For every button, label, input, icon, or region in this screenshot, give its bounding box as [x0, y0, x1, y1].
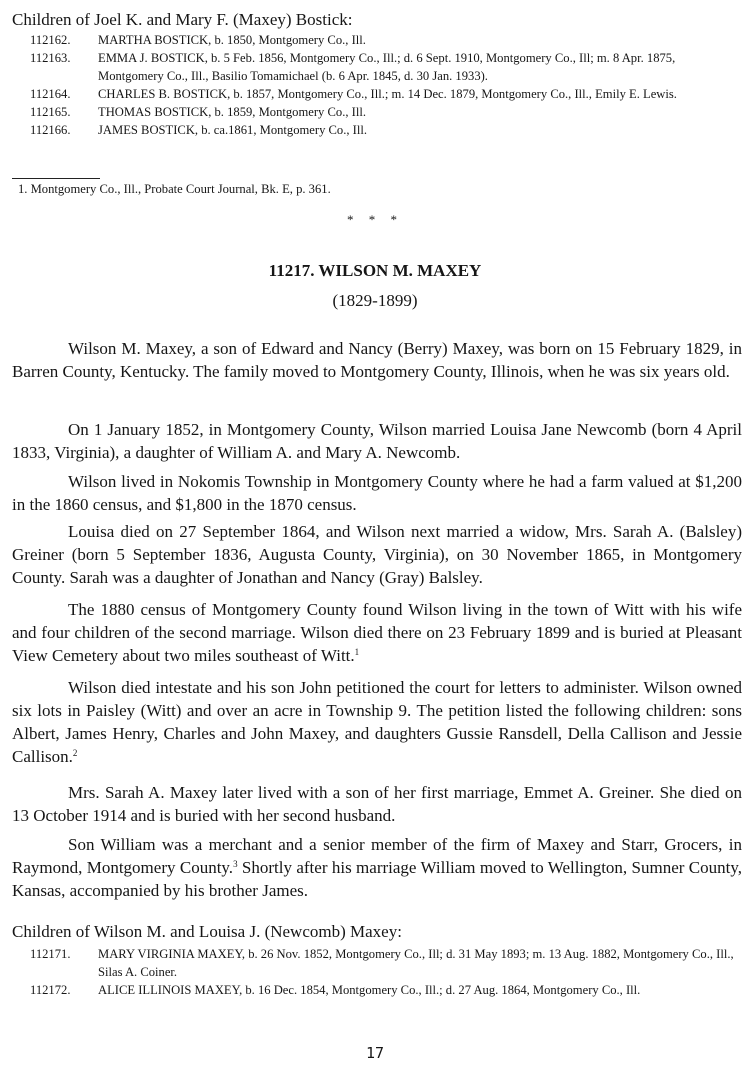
child-entry: JAMES BOSTICK, b. ca.1861, Montgomery Co., Ill. [98, 123, 368, 137]
paragraph [12, 598, 742, 667]
footnote-ref: 1 [354, 647, 360, 657]
paragraph [12, 418, 742, 464]
paragraph-text: Wilson lived in Nokomis Township in Montgomery County where he had a farm valued at $1,200 in the 1860 census, and $1,800 in the 1870 census. [12, 472, 742, 514]
footnote-ref: 2 [72, 748, 78, 758]
paragraph-text: Son William was a merchant and a senior member of the firm of Maxey and Starr, Grocers, in Raymond, Montgomery County. [12, 835, 742, 877]
child-number: 112172. [30, 983, 71, 997]
paragraph-text: Louisa died on 27 September 1864, and Wilson next married a widow, Mrs. Sarah A. (Balsley) Greiner (born 5 September 1836, Augusta County, Virginia), on 30 November 1865, in Montgomery County. Sarah was a daughter of Jonathan and Nancy (Gray) Balsley. [12, 522, 742, 587]
list-item [12, 49, 742, 85]
list-item [12, 945, 742, 981]
paragraph [12, 833, 742, 902]
list-item [12, 121, 742, 139]
children-intro-bostick: Children of Joel K. and Mary F. (Maxey) Bostick: [12, 10, 353, 29]
paragraph [12, 781, 742, 827]
child-entry: EMMA J. BOSTICK, b. 5 Feb. 1856, Montgomery Co., Ill.; d. 6 Sept. 1910, Montgomery Co., Ill; m. 8 Apr. 1875, Montgomery Co., Ill., Basilio Tomamichael (b. 6 Apr. 1845, d. 30 Jan. 1933). [98, 51, 676, 83]
child-entry: ALICE ILLINOIS MAXEY, b. 16 Dec. 1854, Montgomery Co., Ill.; d. 27 Aug. 1864, Montgomery Co., Ill. [98, 983, 641, 997]
paragraph-text: The 1880 census of Montgomery County found Wilson living in the town of Witt with his wife and four children of the second marriage. Wilson died there on 23 February 1899 and is buried at Pleasant View Cemetery about two miles southeast of Witt. [12, 600, 742, 665]
paragraph-text: On 1 January 1852, in Montgomery County, Wilson married Louisa Jane Newcomb (born 4 April 1833, Virginia), a daughter of William A. and Mary A. Newcomb. [12, 420, 742, 462]
section-dates: (1829-1899) [332, 291, 418, 310]
child-number: 112171. [30, 947, 71, 961]
paragraph [12, 676, 742, 768]
child-number: 112165. [30, 105, 71, 119]
footnote-ref: 3 [233, 859, 238, 869]
child-entry: THOMAS BOSTICK, b. 1859, Montgomery Co., Ill. [98, 105, 366, 119]
child-entry: MARTHA BOSTICK, b. 1850, Montgomery Co., Ill. [98, 33, 366, 47]
section-heading: 11217. WILSON M. MAXEY [268, 261, 482, 280]
paragraph-text: Shortly after his marriage William moved to Wellington, Sumner County, Kansas, accompanied by his brother James. [12, 858, 742, 900]
children-list-maxey [12, 945, 742, 999]
paragraph-text: Wilson M. Maxey, a son of Edward and Nancy (Berry) Maxey, was born on 15 February 1829, in Barren County, Kentucky. The family moved to Montgomery County, Illinois, when he was six years old. [12, 339, 742, 381]
paragraph [12, 337, 742, 383]
footnote: 1. Montgomery Co., Ill., Probate Court Journal, Bk. E, p. 361. [18, 182, 331, 196]
list-item [12, 31, 742, 49]
footnote-rule [12, 178, 100, 179]
children-intro-maxey: Children of Wilson M. and Louisa J. (Newcomb) Maxey: [12, 922, 402, 941]
child-number: 112166. [30, 123, 71, 137]
paragraph [12, 520, 742, 589]
paragraph-text: Wilson died intestate and his son John petitioned the court for letters to administer. Wilson owned six lots in Paisley (Witt) and over an acre in Township 9. The petition listed the following children: sons Albert, James Henry, Charles and John Maxey, and daughters Gussie Ransdell, Della Callison and Jessie Callison. [12, 678, 742, 766]
paragraph-text: Mrs. Sarah A. Maxey later lived with a son of her first marriage, Emmet A. Greiner. She died on 13 October 1914 and is buried with her second husband. [12, 783, 742, 825]
section-separator: * * * [347, 212, 403, 227]
children-list-bostick [12, 31, 742, 139]
list-item [12, 103, 742, 121]
child-number: 112163. [30, 51, 71, 65]
page-number: 17 [365, 1044, 385, 1062]
list-item [12, 981, 742, 999]
child-number: 112162. [30, 33, 71, 47]
list-item [12, 85, 742, 103]
child-entry: CHARLES B. BOSTICK, b. 1857, Montgomery Co., Ill.; m. 14 Dec. 1879, Montgomery Co., Ill., Emily E. Lewis. [98, 87, 677, 101]
child-number: 112164. [30, 87, 71, 101]
paragraph [12, 470, 742, 516]
child-entry: MARY VIRGINIA MAXEY, b. 26 Nov. 1852, Montgomery Co., Ill; d. 31 May 1893; m. 13 Aug. 1882, Montgomery Co., Ill., Silas A. Coiner. [98, 947, 734, 979]
